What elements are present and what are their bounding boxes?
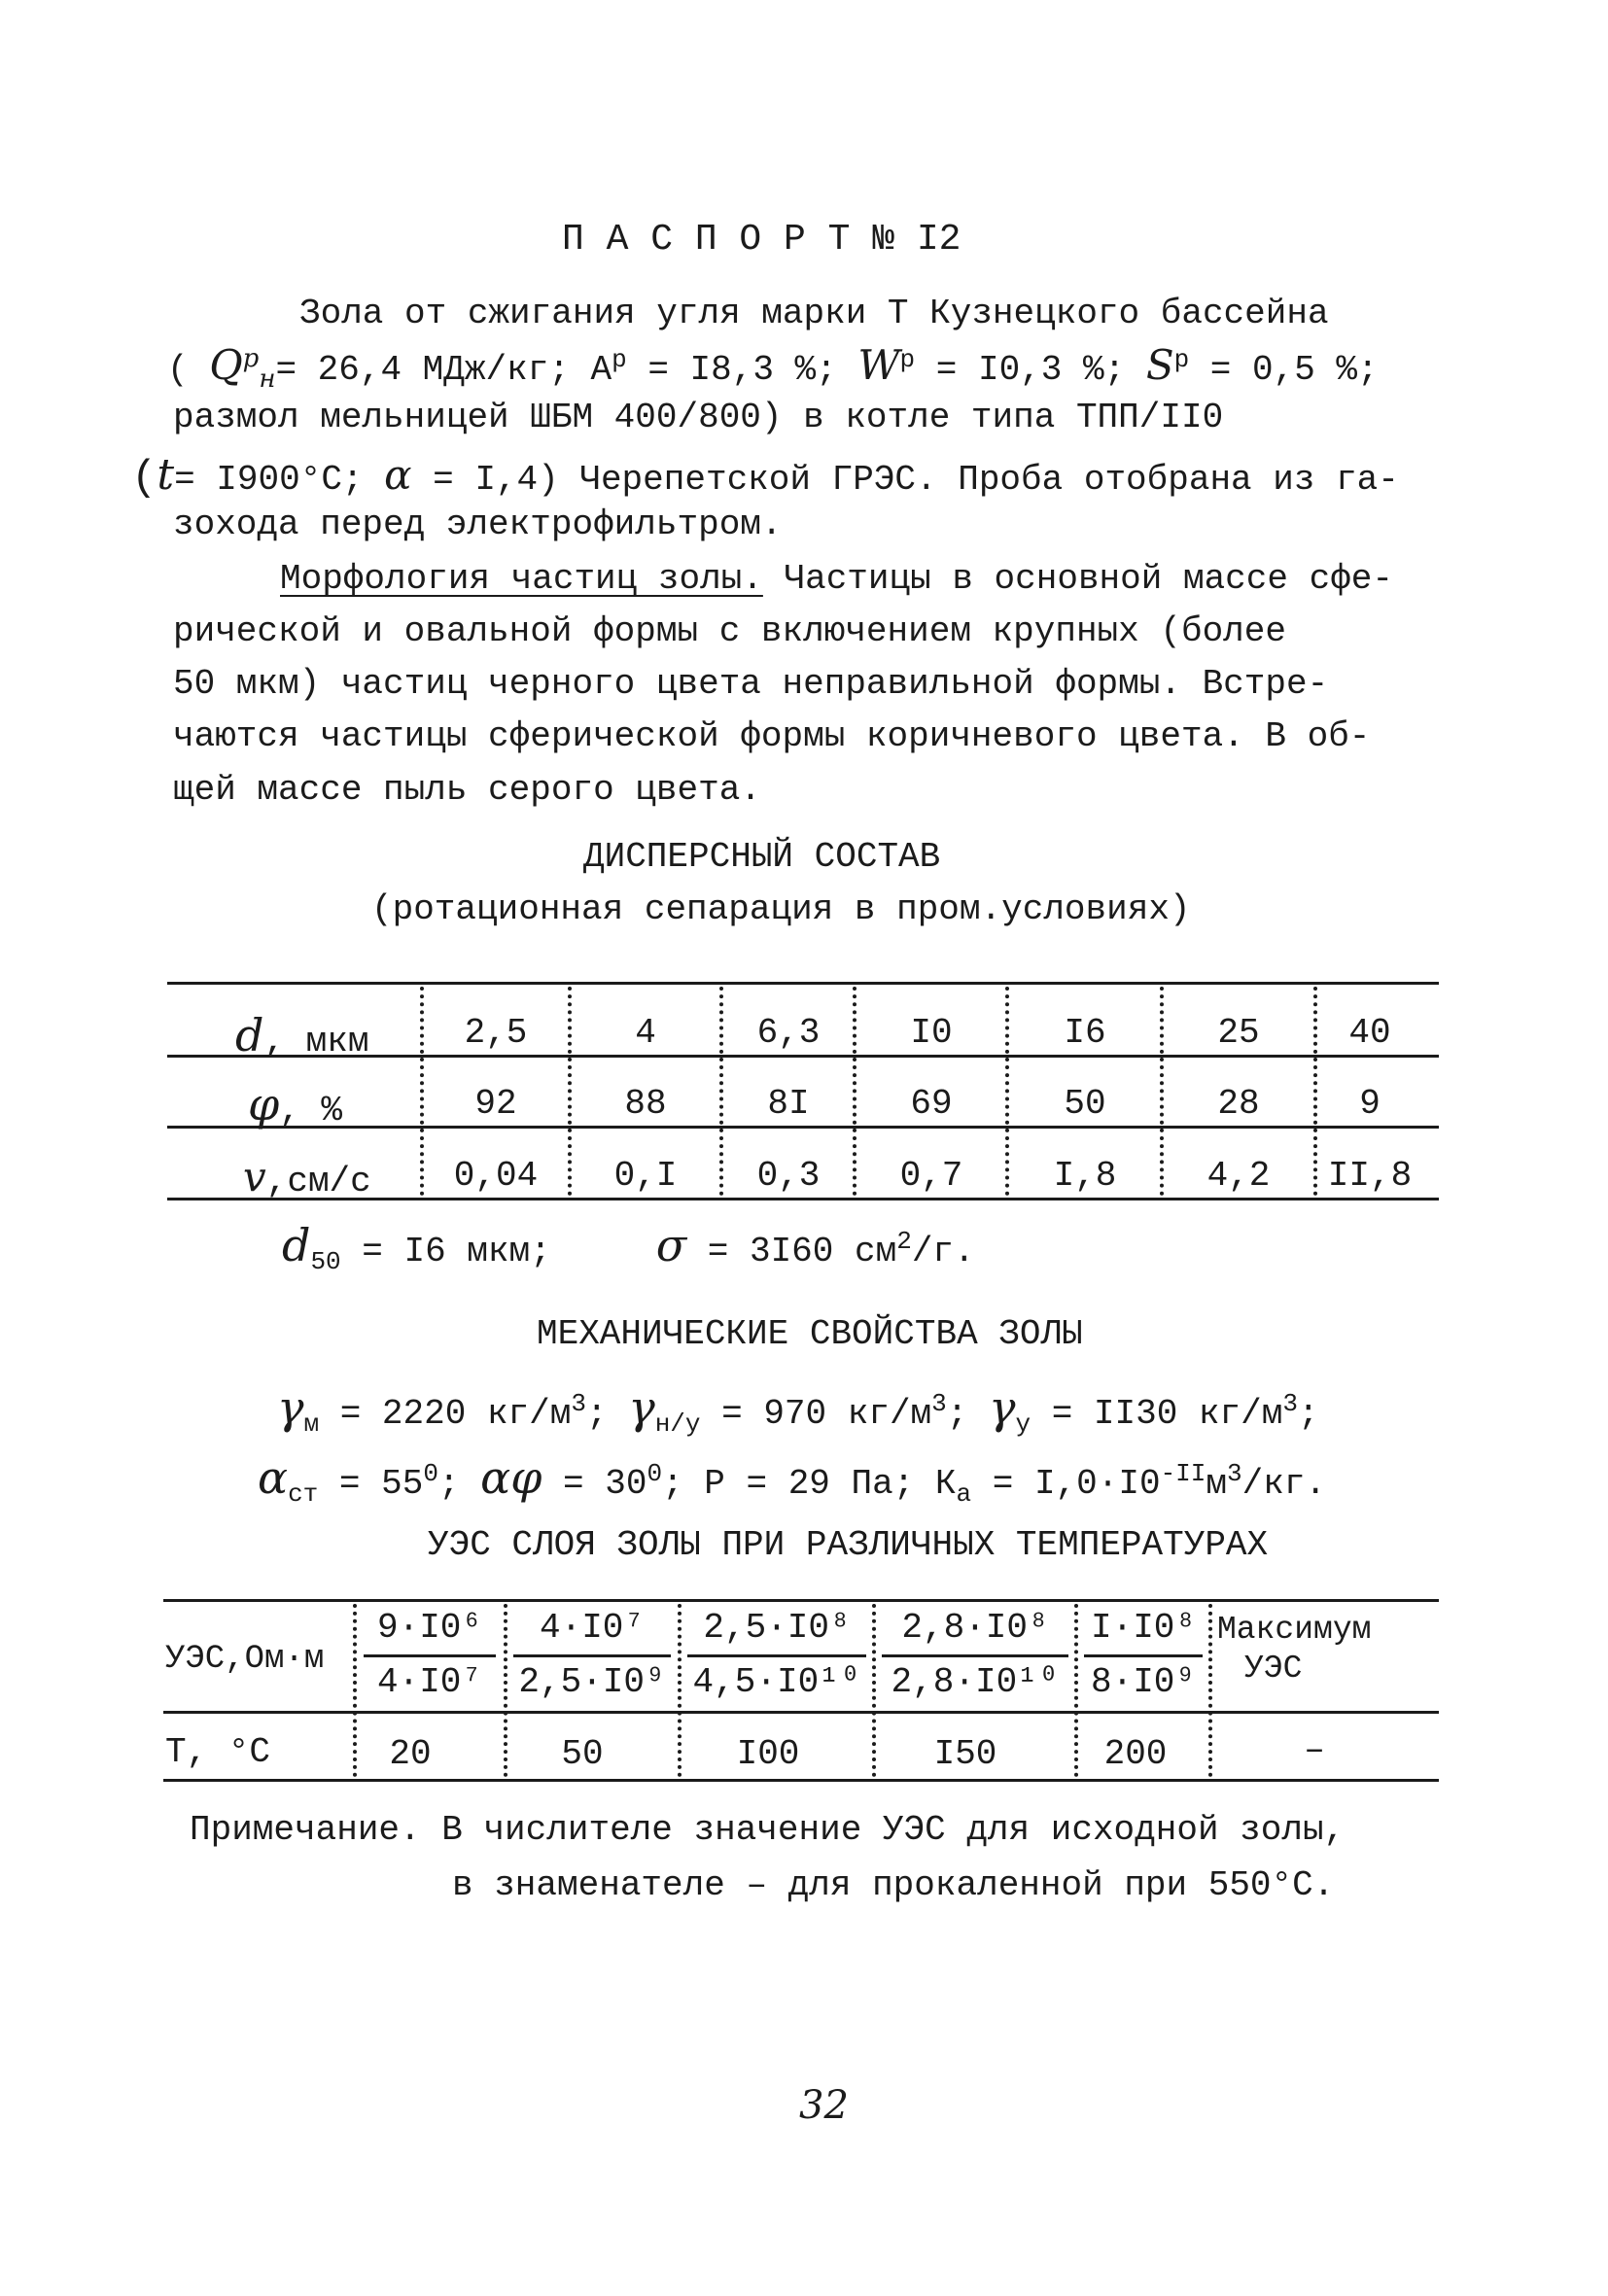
column-divider (1160, 987, 1164, 1196)
morphology-line-2: рической и овальной формы с включением крупных (более (173, 611, 1286, 651)
t-symbol: t (157, 450, 175, 500)
q-symbol: Q (209, 341, 243, 389)
morphology-line-5: щей массе пыль серого цвета. (173, 770, 761, 810)
temp-cell: 20 (389, 1734, 432, 1774)
column-divider (504, 1604, 507, 1777)
ues-numerator: 2,5·I0⁸ (703, 1608, 851, 1648)
row-label-phi: φ, % (248, 1078, 343, 1131)
temp-cell: – (1304, 1730, 1325, 1770)
ues-title: УЭС СЛОЯ ЗОЛЫ ПРИ РАЗЛИЧНЫХ ТЕМПЕРАТУРАХ (428, 1525, 1269, 1565)
row-label-v: v,см/с (243, 1153, 371, 1201)
note-line-2: в знаменателе – для прокаленной при 550°С. (452, 1865, 1335, 1905)
ues-max-label: Максимум (1217, 1612, 1372, 1648)
mechanical-line-2: $\alpha_{ст} = 55^0$; $\alpha\varphi = 30^0$; Р = 29 Па; $К_а = I,0\cdot I0^{-II}м^3/кг$. (258, 1451, 1327, 1510)
mechanical-title: МЕХАНИЧЕСКИЕ СВОЙСТВА ЗОЛЫ (537, 1314, 1083, 1354)
temp-cell: 200 (1103, 1734, 1168, 1774)
table-cell: 0,I (613, 1156, 678, 1196)
column-divider (853, 987, 856, 1196)
row-label-d: d, мкм (235, 1009, 369, 1061)
morphology-paragraph-line-1: Морфология частиц золы. Частицы в основной массе сфе- (280, 559, 1394, 599)
column-divider (1313, 987, 1317, 1196)
fraction-bar (513, 1654, 671, 1657)
table-cell: 40 (1348, 1013, 1391, 1053)
column-divider (678, 1604, 682, 1777)
ues-row-label: УЭС,Ом·м (165, 1641, 325, 1678)
ues-denominator: 4,5·I0¹⁰ (692, 1662, 861, 1702)
intro-line-1: Зола от сжигания угля марки Т Кузнецкого бассейна (299, 294, 1329, 333)
ues-denominator: 4·I0⁷ (376, 1662, 483, 1702)
fraction-bar (364, 1654, 496, 1657)
column-divider (1208, 1604, 1212, 1777)
mechanical-line-1: $\gamma_м = 2220$ $кг/м^3$; $\gamma_{н/у} = 970$ $кг/м^3$; $\gamma_у = II30$ $кг/м^3$; (277, 1381, 1319, 1440)
ues-denominator: 8·I0⁹ (1090, 1662, 1197, 1702)
dispersion-title: ДИСПЕРСНЫЙ СОСТАВ (583, 837, 941, 877)
table-rule (163, 1599, 1439, 1602)
fraction-bar (1084, 1654, 1203, 1657)
table-cell: I,8 (1053, 1156, 1117, 1196)
ues-numerator: 2,8·I0⁸ (901, 1608, 1049, 1648)
table-rule (167, 1126, 1439, 1129)
table-cell: 69 (910, 1084, 953, 1124)
alpha-symbol: α (384, 451, 412, 499)
intro-line-5: зохода перед электрофильтром. (173, 504, 783, 544)
column-divider (1005, 987, 1009, 1196)
table-cell: 0,7 (899, 1156, 963, 1196)
morphology-line-4: чаются частицы сферической формы коричневого цвета. В об- (173, 716, 1371, 756)
table-cell: 6,3 (756, 1013, 821, 1053)
w-symbol: W (857, 341, 900, 389)
note-line-1: Примечание. В числителе значение УЭС для исходной золы, (190, 1810, 1346, 1850)
ues-denominator: 2,5·I0⁹ (518, 1662, 666, 1702)
ues-numerator: I·I0⁸ (1090, 1608, 1197, 1648)
table-cell: 9 (1359, 1084, 1381, 1124)
table-rule (163, 1779, 1439, 1782)
table-cell: 8I (767, 1084, 810, 1124)
ues-numerator: 4·I0⁷ (539, 1608, 646, 1648)
morphology-heading: Морфология частиц золы. (280, 559, 763, 599)
intro-line-2: ( $Q^р_н= 26,4$ МДж/кг; $А^р = I8,3$ %; $W^р = I0,3$ %; $S^р = 0,5$ %; (167, 341, 1379, 395)
ues-numerator: 9·I0⁶ (376, 1608, 483, 1648)
table-cell: 92 (474, 1084, 517, 1124)
ues-denominator: 2,8·I0¹⁰ (891, 1662, 1060, 1702)
temp-cell: 50 (561, 1734, 604, 1774)
dispersion-subtitle: (ротационная сепарация в пром.условиях) (371, 889, 1191, 929)
intro-line-3: размол мельницей ШБМ 400/800) в котле типа ТПП/II0 (173, 398, 1224, 437)
table-cell: 4,2 (1206, 1156, 1271, 1196)
page-number: 32 (799, 2083, 849, 2128)
table-cell: 88 (624, 1084, 667, 1124)
temp-cell: I50 (933, 1734, 997, 1774)
table-cell: 25 (1217, 1013, 1260, 1053)
table-cell: 0,3 (756, 1156, 821, 1196)
table-cell: 28 (1217, 1084, 1260, 1124)
table-cell: I0 (910, 1013, 953, 1053)
morphology-line-3: 50 мкм) частиц черного цвета неправильной формы. Встре- (173, 664, 1329, 704)
column-divider (353, 1604, 357, 1777)
table-cell: 4 (635, 1013, 656, 1053)
table-cell: 2,5 (464, 1013, 528, 1053)
d50-sigma-line: $d_{50} = I6$ мкм; σ = 3I60 $см^2/г$. (282, 1219, 975, 1277)
column-divider (568, 987, 572, 1196)
page-title: П А С П О Р Т № I2 (562, 219, 961, 261)
s-symbol: S (1145, 341, 1174, 389)
table-cell: 50 (1064, 1084, 1106, 1124)
table-cell: 0,04 (453, 1156, 539, 1196)
table-cell: II,8 (1327, 1156, 1413, 1196)
temp-cell: I00 (736, 1734, 800, 1774)
column-divider (1074, 1604, 1078, 1777)
column-divider (719, 987, 723, 1196)
intro-line-4: (t= I900°С; α = I,4) Черепетской ГРЭС. Проба отобрана из га- (131, 450, 1399, 503)
fraction-bar (882, 1654, 1068, 1657)
temp-row-label: Т, °С (165, 1732, 271, 1772)
column-divider (872, 1604, 876, 1777)
table-rule (167, 982, 1439, 985)
column-divider (420, 987, 424, 1196)
table-cell: I6 (1064, 1013, 1106, 1053)
ues-max-label-2: УЭС (1244, 1651, 1303, 1687)
fraction-bar (687, 1654, 866, 1657)
